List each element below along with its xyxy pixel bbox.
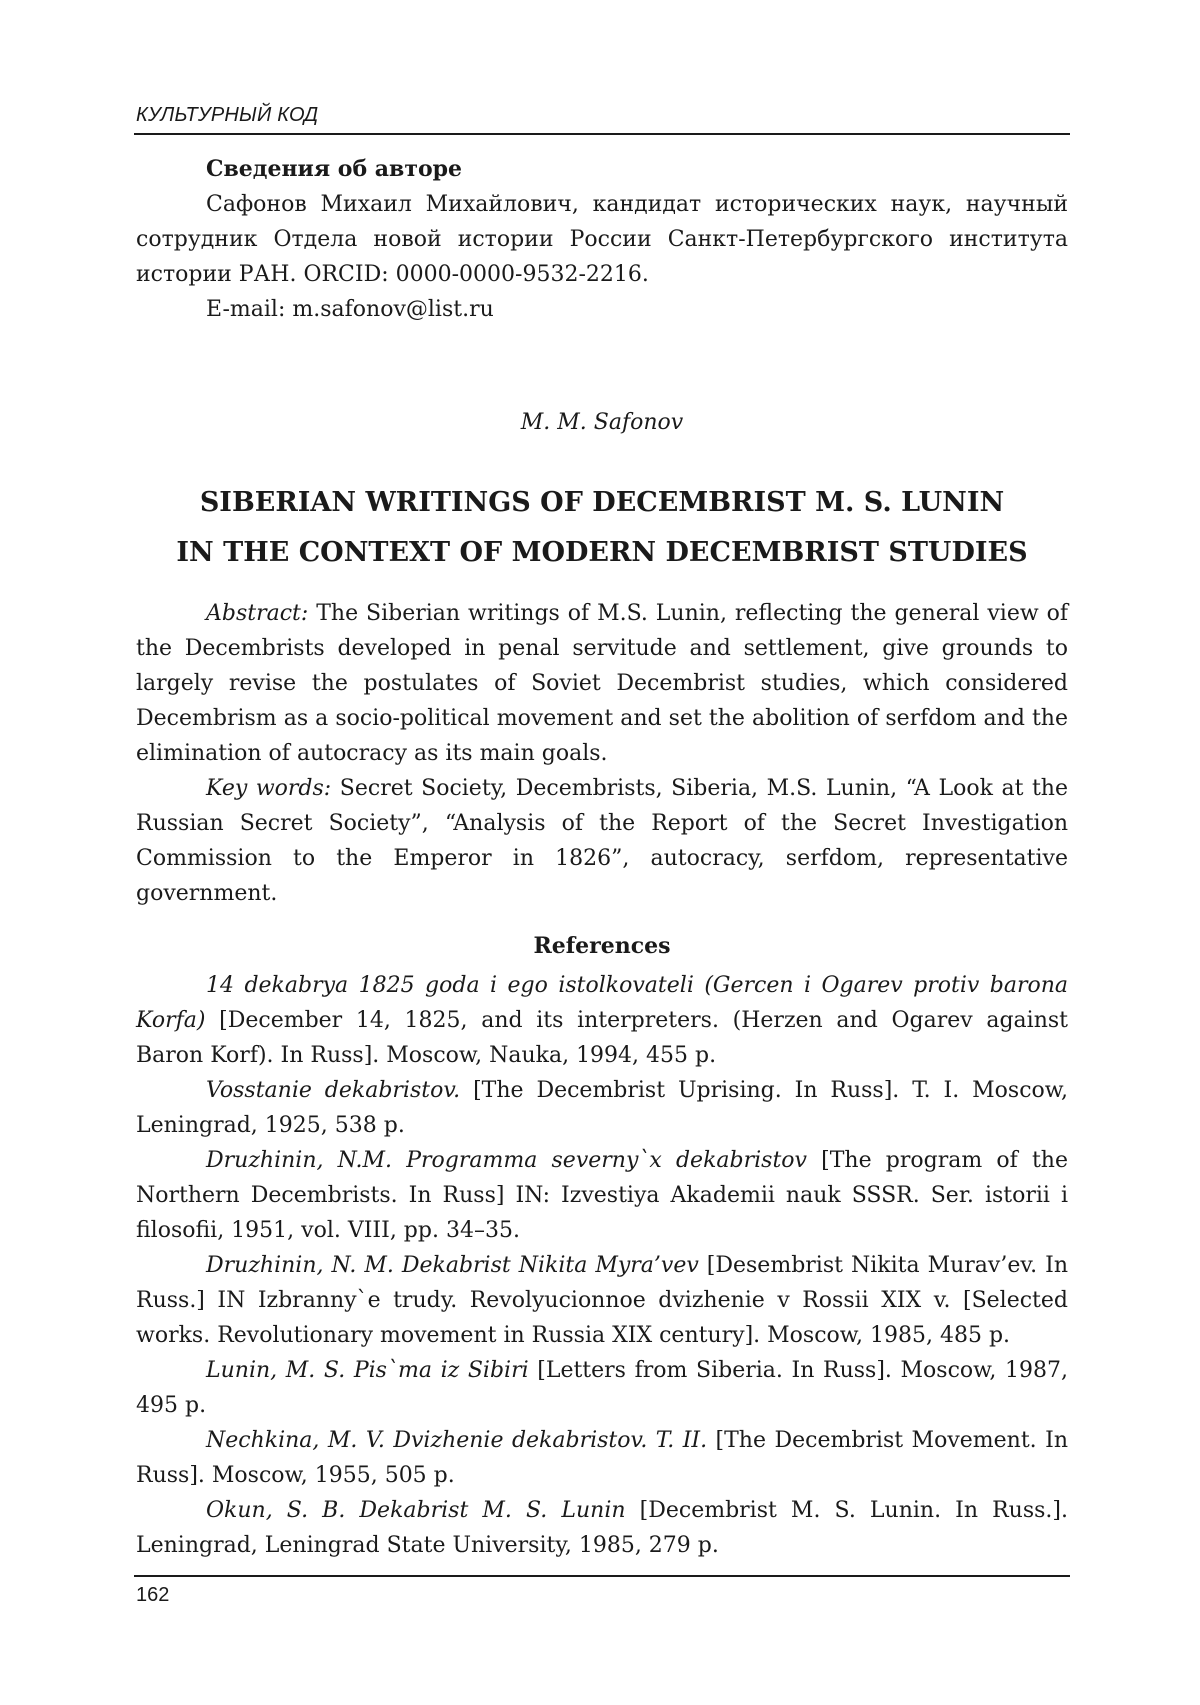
article-title [136,478,1068,578]
reference-item [136,1493,1068,1563]
keywords [136,771,1068,911]
keywords-text: Secret Society, Decembrists, Siberia, M.S. Lunin, “A Look at the Russian Secret Society”, “Analysis of the Report of the Secret Investigation Commission to the Emperor in 1826”, autocracy, serfdom, representative government. [136,776,1069,906]
author-info-heading: Сведения об авторе [206,156,463,182]
article-author: M. M. Safonov [520,410,684,435]
reference-title: 14 dekabrya 1825 goda i ego istolkovateli (Gercen i Ogarev protiv barona Korfa) [136,973,1068,1033]
reference-title: Nechkina, M. V. Dvizhenie dekabristov. T. II. [206,1428,708,1453]
reference-title: Druzhinin, N. M. Dekabrist Nikita Myra’vev [206,1253,699,1278]
reference-item [136,1143,1068,1248]
abstract-text: The Siberian writings of M.S. Lunin, reflecting the general view of the Decembrists developed in penal servitude and settlement, give grounds to largely revise the postulates of Soviet Decembrist studies, which considered Decembrism as a socio-political movement and set the abolition of serfdom and the elimination of autocracy as its main goals. [136,601,1068,766]
reference-details: [The program of the Northern Decembrists. In Russ] IN: Izvestiya Akademii nauk SSSR. Ser. istorii i filosofii, 1951, vol. VIII, pp. 34–35. [136,1148,1068,1243]
references-heading: References [533,933,671,959]
abstract-label: Abstract: [206,601,309,626]
reference-item [136,1248,1068,1353]
reference-details: [The Decembrist Uprising. In Russ]. T. I. Moscow, Leningrad, 1925, 538 p. [136,1078,1068,1138]
reference-title: Vosstanie dekabristov. [206,1078,461,1103]
reference-item [136,968,1068,1073]
reference-details: [Letters from Siberia. In Russ]. Moscow, 1987, 495 p. [136,1358,1068,1418]
article-title-line-2: IN THE CONTEXT OF MODERN DECEMBRIST STUDIES [176,537,1028,568]
page-number: 162 [136,1584,170,1606]
reference-item [136,1353,1068,1423]
reference-item [136,1073,1068,1143]
page-content [136,152,1068,1563]
reference-details: [Decembrist M. S. Lunin. In Russ.]. Leningrad, Leningrad State University, 1985, 279 p. [136,1498,1068,1558]
footer-rule [134,1575,1070,1577]
author-email: m.safonov@list.ru [292,297,494,322]
author-bio: Сафонов Михаил Михайлович, кандидат исторических наук, научный сотрудник Отдела новой истории России Санкт-Петербургского института истории РАН. ORCID: 0000-0000-9532-2216. [136,192,1068,287]
abstract [136,596,1068,771]
reference-title: Lunin, M. S. Pis`ma iz Sibiri [206,1358,529,1383]
running-header: КУЛЬТУРНЫЙ КОД [136,104,319,126]
reference-details: [December 14, 1825, and its interpreters. (Herzen and Ogarev against Baron Korf). In Russ]. Moscow, Nauka, 1994, 455 p. [136,1008,1068,1068]
email-label: E-mail: [206,297,286,322]
reference-details: [Desembrist Nikita Murav’ev. In Russ.] IN Izbranny`e trudy. Revolyucionnoe dvizhenie v Rossii XIX v. [Selected works. Revolutionary movement in Russia XIX century]. Moscow, 1985, 485 p. [136,1253,1069,1348]
article-title-line-1: SIBERIAN WRITINGS OF DECEMBRIST M. S. LUNIN [199,487,1005,518]
reference-details: [The Decembrist Movement. In Russ]. Moscow, 1955, 505 p. [136,1428,1068,1488]
author-email-line [136,292,1068,327]
reference-title: Okun, S. B. Dekabrist M. S. Lunin [206,1498,626,1523]
reference-title: Druzhinin, N.M. Programma severny`x dekabristov [206,1148,807,1173]
reference-item [136,1423,1068,1493]
header-rule [134,133,1070,135]
keywords-label: Key words: [206,776,332,801]
